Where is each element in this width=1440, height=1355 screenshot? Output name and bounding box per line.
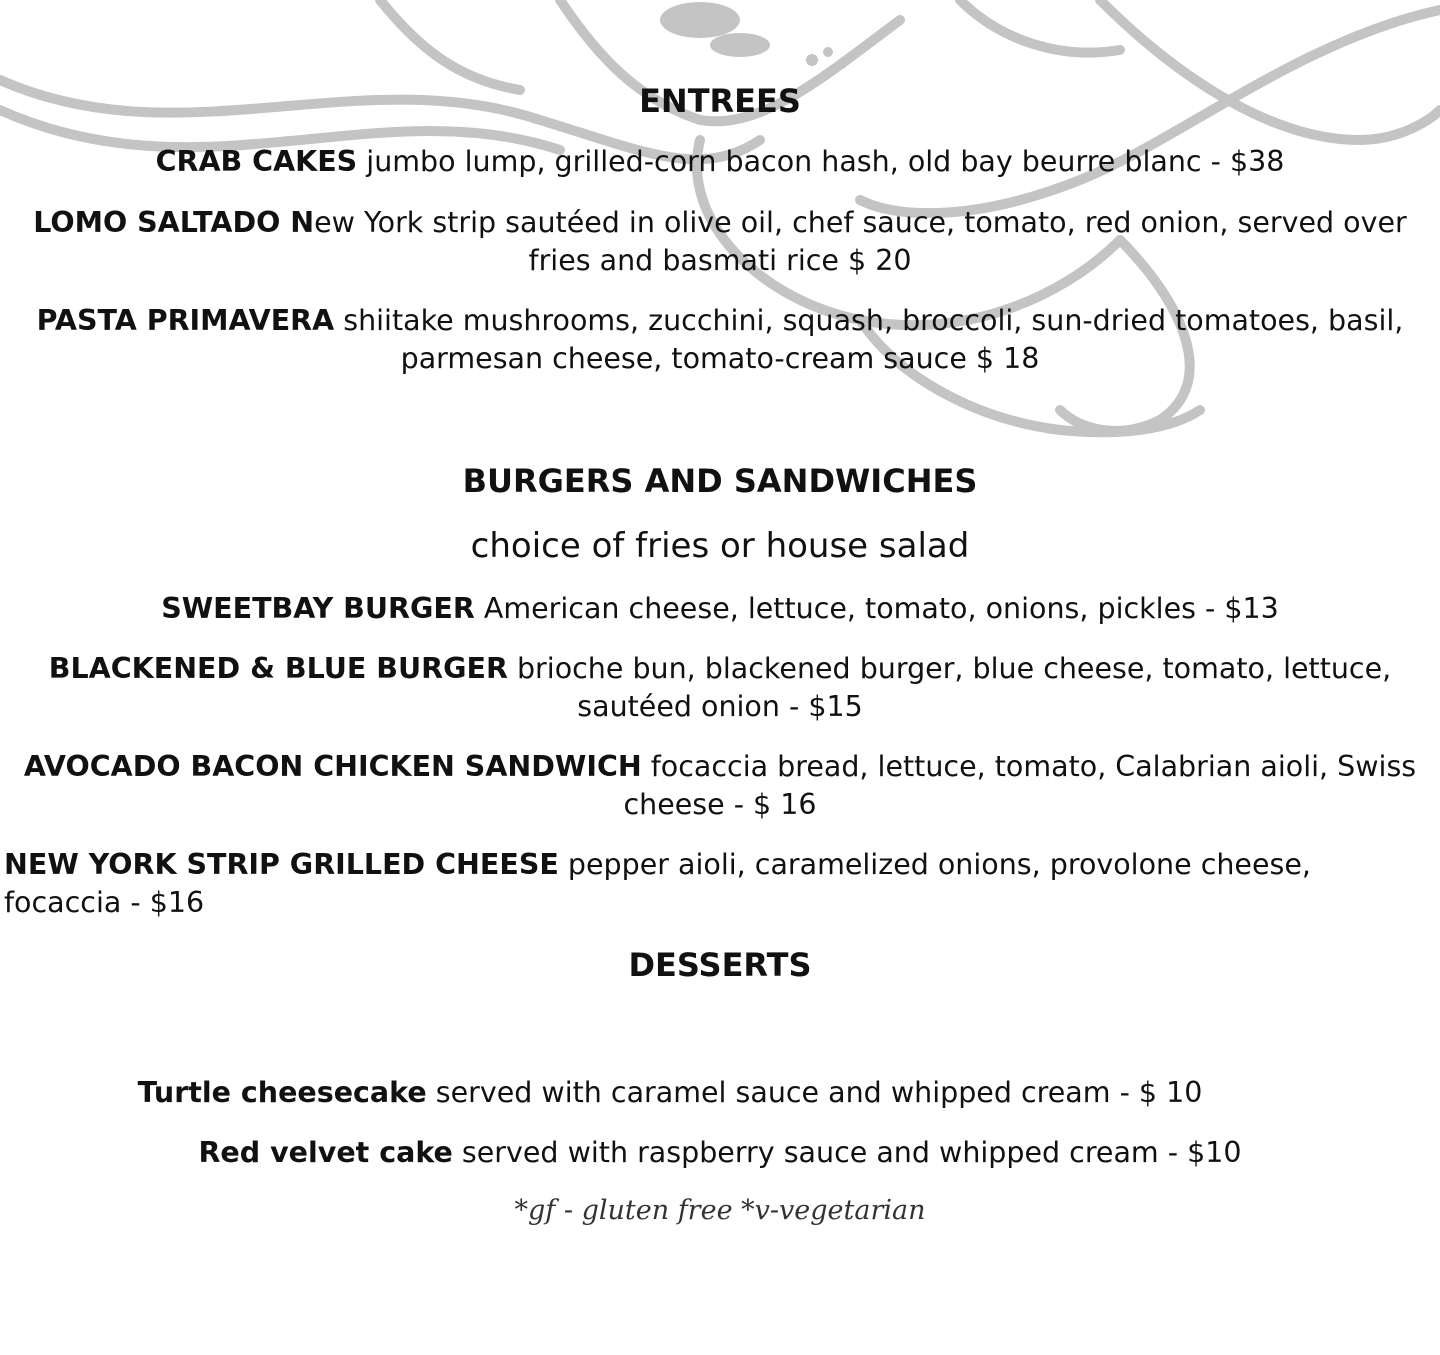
menu-item-description: served with raspberry sauce and whipped cream - $10 [452,1136,1242,1169]
menu-item-description: pepper aioli, caramelized onions, provolone cheese, focaccia - $16 [4,848,1311,919]
menu-item-name: AVOCADO BACON CHICKEN SANDWICH [23,750,642,783]
menu-item-lomo-saltado [0,204,1440,280]
menu-item-blackened-blue-burger [0,650,1440,726]
menu-item-name: LOMO SALTADO N [33,206,315,239]
menu-item-name: NEW YORK STRIP GRILLED CHEESE [4,848,559,881]
menu-item-crab-cakes [0,143,1440,181]
section-title-desserts: DESSERTS [628,946,812,984]
menu-item-pasta-primavera [0,302,1440,378]
menu-item-description: jumbo lump, grilled-corn bacon hash, old bay beurre blanc - $38 [357,145,1285,178]
menu-item-name: CRAB CAKES [155,145,358,178]
menu-item-sweetbay-burger [0,590,1440,628]
menu-item-name: SWEETBAY BURGER [161,592,475,625]
menu-item-description: shiitake mushrooms, zucchini, squash, broccoli, sun-dried tomatoes, basil, parmesan cheese, tomato-cream sauce $ 18 [334,304,1404,375]
menu-item-red-velvet-cake [0,1134,1440,1172]
menu-item-description: focaccia bread, lettuce, tomato, Calabrian aioli, Swiss cheese - $ 16 [623,750,1417,821]
section-title-entrees: ENTREES [639,82,801,120]
section-subtitle-sides: choice of fries or house salad [470,526,970,566]
menu-item-avocado-bacon-chicken-sandwich [0,748,1440,824]
menu-item-name: Turtle cheesecake [137,1076,427,1109]
dietary-footnote: *gf - gluten free *v-vegetarian [514,1195,926,1226]
menu-item-description: brioche bun, blackened burger, blue cheese, tomato, lettuce, sautéed onion - $15 [507,652,1392,723]
menu-item-new-york-strip-grilled-cheese [4,846,1434,922]
menu-item-description: American cheese, lettuce, tomato, onions, pickles - $13 [474,592,1279,625]
menu-item-name: Red velvet cake [198,1136,453,1169]
menu-item-turtle-cheesecake [0,1074,1390,1112]
menu-item-description: ew York strip sautéed in olive oil, chef sauce, tomato, red onion, served over fries and basmati rice $ 20 [314,206,1407,277]
menu-item-name: PASTA PRIMAVERA [36,304,335,337]
menu-item-name: BLACKENED & BLUE BURGER [48,652,508,685]
menu-item-description: served with caramel sauce and whipped cream - $ 10 [426,1076,1203,1109]
section-title-burgers-and-sandwiches: BURGERS AND SANDWICHES [462,462,978,500]
